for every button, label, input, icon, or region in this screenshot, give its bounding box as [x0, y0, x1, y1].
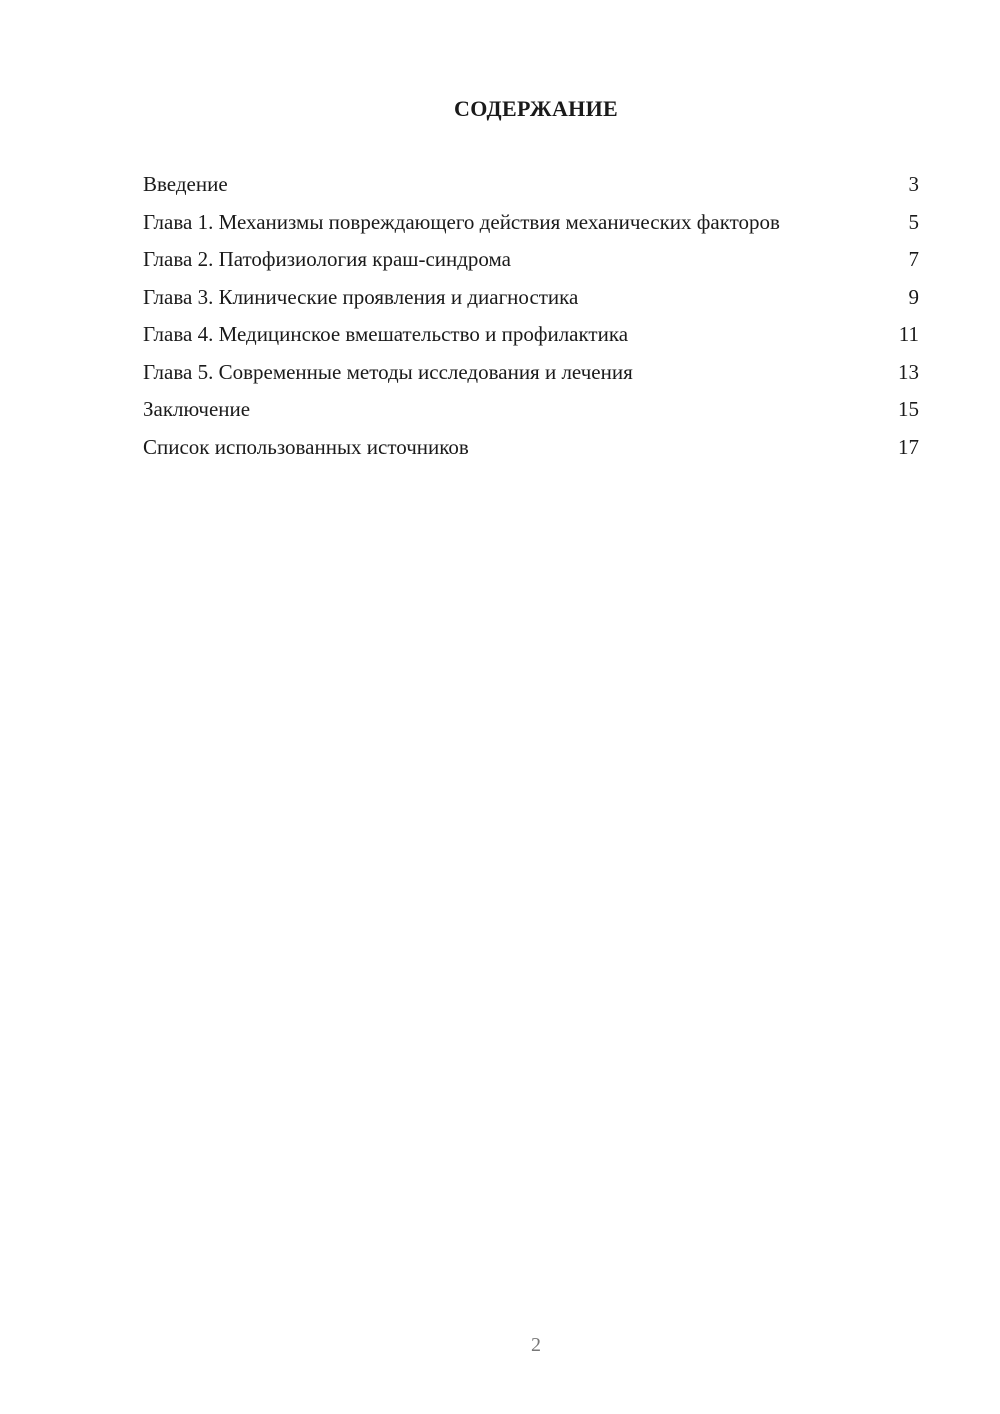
toc-entry-page: 17 — [898, 434, 919, 459]
toc-entry-page: 9 — [908, 284, 919, 309]
toc-entry-page: 7 — [908, 247, 919, 271]
toc-entry — [143, 170, 919, 198]
toc-entry — [143, 358, 919, 386]
toc-entry-title: Глава 1. Механизмы повреждающего действия механических факторов — [143, 209, 780, 234]
toc-entry-title: Глава 5. Современные методы исследования и лечения — [143, 359, 633, 384]
toc-entry — [143, 208, 919, 236]
toc-entry-title: Глава 2. Патофизиология краш-синдрома — [143, 247, 511, 271]
toc-entry-title: Глава 3. Клинические проявления и диагностика — [143, 284, 579, 309]
toc-entry — [143, 395, 919, 423]
toc-entry-page: 3 — [908, 172, 919, 196]
toc-entry — [143, 433, 919, 461]
toc-entry-title: Список использованных источников — [143, 434, 469, 459]
toc-entry-page: 5 — [908, 209, 919, 234]
toc-entry-title: Введение — [143, 172, 228, 196]
toc-entry — [143, 283, 919, 311]
toc-entry-page: 15 — [898, 397, 919, 421]
toc-entry-title: Заключение — [143, 397, 251, 421]
toc-entry-page: 11 — [898, 322, 919, 346]
toc-entry — [143, 320, 919, 348]
toc-entry-page: 13 — [898, 359, 919, 384]
page-title: СОДЕРЖАНИЕ — [454, 96, 618, 121]
table-of-contents — [143, 170, 919, 470]
page-number: 2 — [531, 1334, 541, 1356]
toc-entry-title: Глава 4. Медицинское вмешательство и профилактика — [143, 322, 629, 346]
toc-entry — [143, 245, 919, 273]
